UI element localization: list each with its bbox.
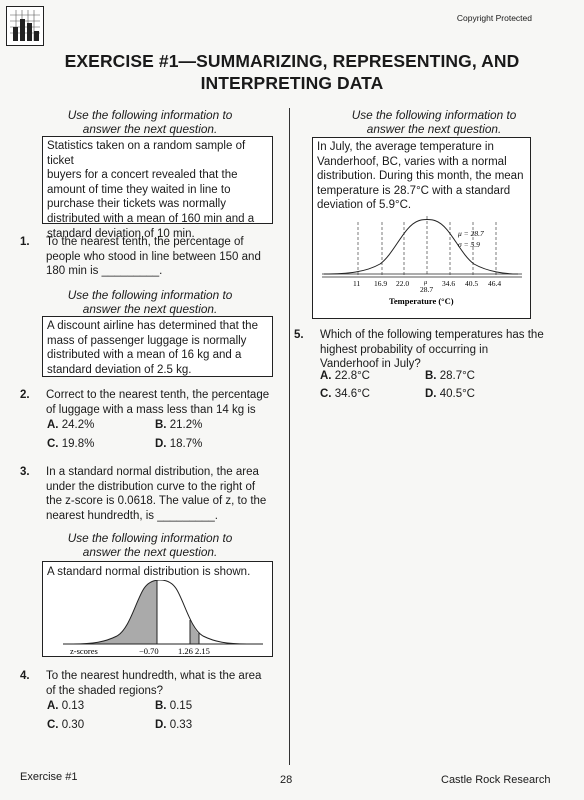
info-line: In July, the average temperature in (317, 141, 494, 153)
option-text: 0.30 (61, 719, 85, 731)
question-line: 180 min is _________. (46, 265, 163, 278)
question-text (46, 388, 269, 417)
info-line: Statistics taken on a random sample of ticket (47, 140, 246, 167)
option-letter: A. (47, 419, 59, 431)
option-letter: A. (47, 700, 59, 712)
tick-label: 40.5 (465, 279, 479, 288)
prompt-line: answer the next question. (82, 122, 218, 136)
info-line: Vanderhoof, BC, varies with a normal (317, 155, 507, 168)
question-text (46, 235, 261, 279)
info-prompt-2 (35, 288, 265, 316)
question-number: 4. (20, 670, 30, 682)
option-d[interactable] (155, 718, 192, 733)
info-line: distributed with a mean of 160 min and a (47, 212, 255, 225)
option-a[interactable] (47, 699, 84, 714)
question-2 (20, 388, 280, 458)
prompt-line: answer the next question. (82, 545, 218, 559)
normal-curve (73, 580, 247, 644)
info-line: mass of passenger luggage is normally (47, 334, 247, 347)
tick-label: 46.4 (488, 279, 502, 288)
option-letter: D. (155, 438, 167, 450)
option-letter: B. (155, 700, 167, 712)
info-box-standard-normal (42, 561, 273, 657)
prompt-line: answer the next question. (366, 122, 502, 136)
option-b[interactable] (155, 418, 202, 433)
copyright-notice: Copyright Protected (456, 13, 532, 23)
question-line: Correct to the nearest tenth, the percentage (46, 389, 270, 401)
question-text (46, 669, 261, 698)
option-c[interactable] (320, 387, 370, 402)
info-prompt-4 (319, 108, 549, 136)
standard-normal-curve-figure (43, 580, 272, 656)
option-text: 40.5°C (439, 388, 475, 400)
option-c[interactable] (47, 437, 94, 452)
normal-curve (324, 220, 518, 275)
prompt-line: Use the following information to (67, 531, 233, 545)
option-text: 18.7% (169, 438, 203, 450)
option-text: 19.8% (61, 438, 95, 450)
question-number: 2. (20, 389, 30, 401)
tick-label: 2.15 (195, 646, 210, 656)
option-text: 28.7°C (439, 370, 475, 382)
tick-label: 1.26 (178, 646, 193, 656)
question-line: people who stood in line between 150 and (46, 250, 261, 263)
option-a[interactable] (320, 369, 370, 384)
page-title (0, 50, 584, 94)
option-d[interactable] (425, 387, 475, 402)
option-b[interactable] (155, 699, 192, 714)
prompt-line: Use the following information to (351, 108, 517, 122)
info-line: distribution. During this month, the mean (317, 170, 524, 183)
info-line: deviation of 5.9°C. (317, 199, 412, 212)
option-b[interactable] (425, 369, 475, 384)
option-text: 0.33 (169, 719, 193, 731)
option-text: 0.13 (61, 700, 85, 712)
left-shaded-region (73, 580, 157, 644)
question-line: the z-score is 0.0618. The value of z, to the (46, 495, 267, 508)
title-line-1: EXERCISE #1—SUMMARIZING, REPRESENTING, AND (64, 51, 520, 71)
info-box-airline-luggage (42, 316, 273, 377)
question-4 (20, 669, 280, 734)
info-line: standard deviation of 2.5 kg. (47, 363, 192, 376)
sigma-label: σ = 5.9 (458, 240, 480, 249)
temperature-normal-curve-figure (318, 216, 523, 316)
option-text: 34.6°C (334, 388, 370, 400)
prompt-line: Use the following information to (67, 288, 233, 302)
prompt-line: answer the next question. (82, 302, 218, 316)
tick-label: −0.70 (139, 646, 159, 656)
bar-chart-logo-icon (6, 6, 44, 46)
question-line: of the shaded regions? (46, 684, 164, 697)
question-number: 3. (20, 466, 30, 478)
info-box-vanderhoof-temperature (312, 137, 531, 319)
option-c[interactable] (47, 718, 84, 733)
info-line: standard deviation of 10 min. (47, 227, 195, 240)
option-text: 21.2% (169, 419, 203, 431)
footer-exercise-label: Exercise #1 (20, 771, 78, 783)
question-line: Vanderhoof in July? (320, 358, 421, 371)
mu-label: μ = 28.7 (458, 229, 484, 238)
option-d[interactable] (155, 437, 202, 452)
question-line: To the nearest hundredth, what is the area (46, 670, 262, 682)
option-text: 24.2% (61, 419, 95, 431)
question-line: In a standard normal distribution, the area (46, 466, 259, 478)
question-1 (20, 235, 280, 285)
question-line: nearest hundredth, is _________. (46, 509, 218, 522)
tick-label: 34.6 (442, 279, 456, 288)
question-line: highest probability of occurring in (320, 343, 489, 356)
question-5 (294, 328, 564, 408)
option-letter: C. (47, 719, 59, 731)
question-3 (20, 465, 282, 525)
info-line: purchase their tickets was normally (47, 198, 226, 211)
info-prompt-1 (35, 108, 265, 136)
tick-label: 11 (353, 279, 361, 288)
option-letter: B. (425, 370, 437, 382)
info-box-ticket-buyers (42, 136, 273, 240)
axis-label: z-scores (70, 646, 98, 656)
tick-label: 22.0 (396, 279, 410, 288)
question-number: 1. (20, 236, 30, 248)
title-line-2: INTERPRETING DATA (200, 73, 384, 93)
info-line: buyers for a concert revealed that the (47, 169, 238, 182)
column-divider (289, 108, 290, 765)
footer-publisher: Castle Rock Research (441, 774, 551, 786)
tick-label: 28.7 (420, 285, 434, 294)
question-line: under the distribution curve to the right of (46, 480, 256, 493)
info-line: amount of time they waited in line to (47, 183, 231, 196)
prompt-line: Use the following information to (67, 108, 233, 122)
info-line: distributed with a mean of 16 kg and a (47, 349, 242, 362)
option-letter: C. (320, 388, 332, 400)
question-line: To the nearest tenth, the percentage of (46, 236, 244, 248)
question-line: of luggage with a mass less than 14 kg is (46, 403, 256, 416)
option-text: 0.15 (169, 700, 193, 712)
info-line: A discount airline has determined that the (47, 320, 258, 332)
axis-label: Temperature (°C) (389, 296, 454, 306)
question-text (46, 465, 266, 523)
option-letter: B. (155, 419, 167, 431)
tick-label: 16.9 (374, 279, 388, 288)
option-a[interactable] (47, 418, 94, 433)
question-number: 5. (294, 329, 304, 341)
info-line: A standard normal distribution is shown. (47, 566, 251, 578)
info-line: temperature is 28.7°C with a standard (317, 184, 511, 197)
question-line: Which of the following temperatures has the (320, 329, 544, 341)
option-text: 22.8°C (334, 370, 370, 382)
option-letter: D. (155, 719, 167, 731)
info-prompt-3 (35, 531, 265, 559)
page-number: 28 (280, 774, 293, 786)
option-letter: D. (425, 388, 437, 400)
option-letter: C. (47, 438, 59, 450)
question-text (320, 328, 544, 372)
option-letter: A. (320, 370, 332, 382)
mu-symbol: μ (424, 279, 428, 286)
